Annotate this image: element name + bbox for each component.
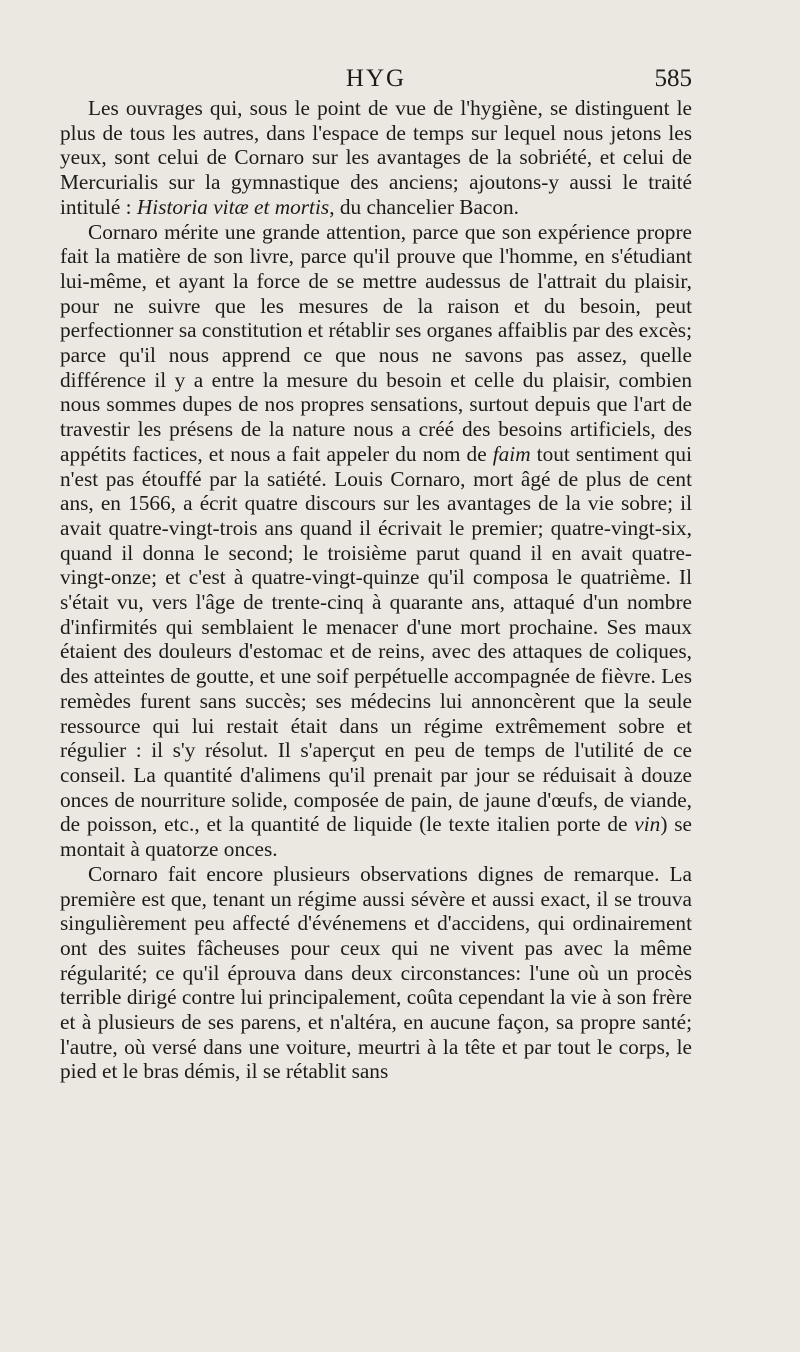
text-segment: Cornaro fait encore plusieurs observations dignes de remarque. La première est que, tenant un régime aussi sévère et aussi exact, il se trouva singulièrement peu affecté d'événemens et d'accidens, qui ordinairement ont des suites fâcheuses pour ceux qui ne vivent pas avec la même régularité; ce qu'il éprouva dans deux circonstances: l'une où un procès terrible dirigé contre lui principalement, coûta cependant la vie à son frère et à plusieurs de ses parens, et n'altéra, en aucune façon, sa propre santé; l'autre, où versé dans une voiture, meurtri à la tête et par tout le corps, le pied et le bras démis, il se rétablit sans [60, 861, 692, 1084]
page-number: 585 [654, 65, 692, 92]
paragraph-2 [60, 220, 692, 862]
italic-title: Historia vitæ et mortis [136, 194, 330, 219]
body-text [60, 96, 692, 1084]
text-segment: Les ouvrages qui, sous le point de vue de l'hygiène, se distinguent le plus de tous les autres, dans l'espace de temps sur lequel nous jetons les yeux, sont celui de Cornaro sur les avantages de la sobriété, et celui de Mercurialis sur la gymnastique des anciens; ajoutons-y aussi le traité intitulé : [60, 96, 692, 219]
text-segment: Cornaro mérite une grande attention, parce que son expérience propre fait la matière de son livre, parce qu'il prouve que l'homme, en s'étudiant lui-même, et ayant la force de se mettre audessus de l'attrait du plaisir, pour ne suivre que les mesures de la raison et du besoin, peut perfectionner sa constitution et rétablir ses organes affaiblis par des excès; parce qu'il nous apprend ce que nous ne savons pas assez, quelle différence il y a entre la mesure du besoin et celle du plaisir, combien nous sommes dupes de nos propres sensations, surtout depuis que l'art de travestir les présens de la nature nous a créé des besoins artificiels, des appétits factices, et nous a fait appeler du nom de [60, 219, 692, 466]
italic-word: faim [492, 441, 531, 466]
paragraph-1 [60, 96, 692, 220]
text-segment: , du chancelier Bacon. [329, 194, 519, 219]
text-segment: ) se montait à quatorze onces. [60, 812, 692, 862]
italic-word: vin [634, 812, 661, 837]
paragraph-3 [60, 862, 692, 1084]
running-head [60, 62, 692, 96]
text-segment: tout sentiment qui n'est pas étouffé par la satiété. Louis Cornaro, mort âgé de plus de cent ans, en 1566, a écrit quatre discours sur les avantages de la vie sobre; il avait quatre-vingt-trois ans quand il écrivait le premier; quatre-vingt-six, quand il donna le second; le troisième parut quand il en avait quatre-vingt-onze; et c'est à quatre-vingt-quinze qu'il composa le quatrième. Il s'était vu, vers l'âge de trente-cinq à quarante ans, attaqué d'un nombre d'infirmités qui semblaient le menacer d'une mort prochaine. Ses maux étaient des douleurs d'estomac et de reins, avec des attaques de coliques, des atteintes de goutte, et une soif perpétuelle accompagnée de fièvre. Les remèdes furent sans succès; ses médecins lui annoncèrent que la seule ressource qui lui restait était dans un régime extrêmement sobre et régulier : il s'y résolut. Il s'aperçut en peu de temps de l'utilité de ce conseil. La quantité d'alimens qu'il prenait par jour se réduisait à douze onces de nourriture solide, composée de pain, de jaune d'œufs, de viande, de poisson, etc., et la quantité de liquide (le texte italien porte de [60, 441, 692, 837]
running-head-title: HYG [345, 65, 407, 92]
